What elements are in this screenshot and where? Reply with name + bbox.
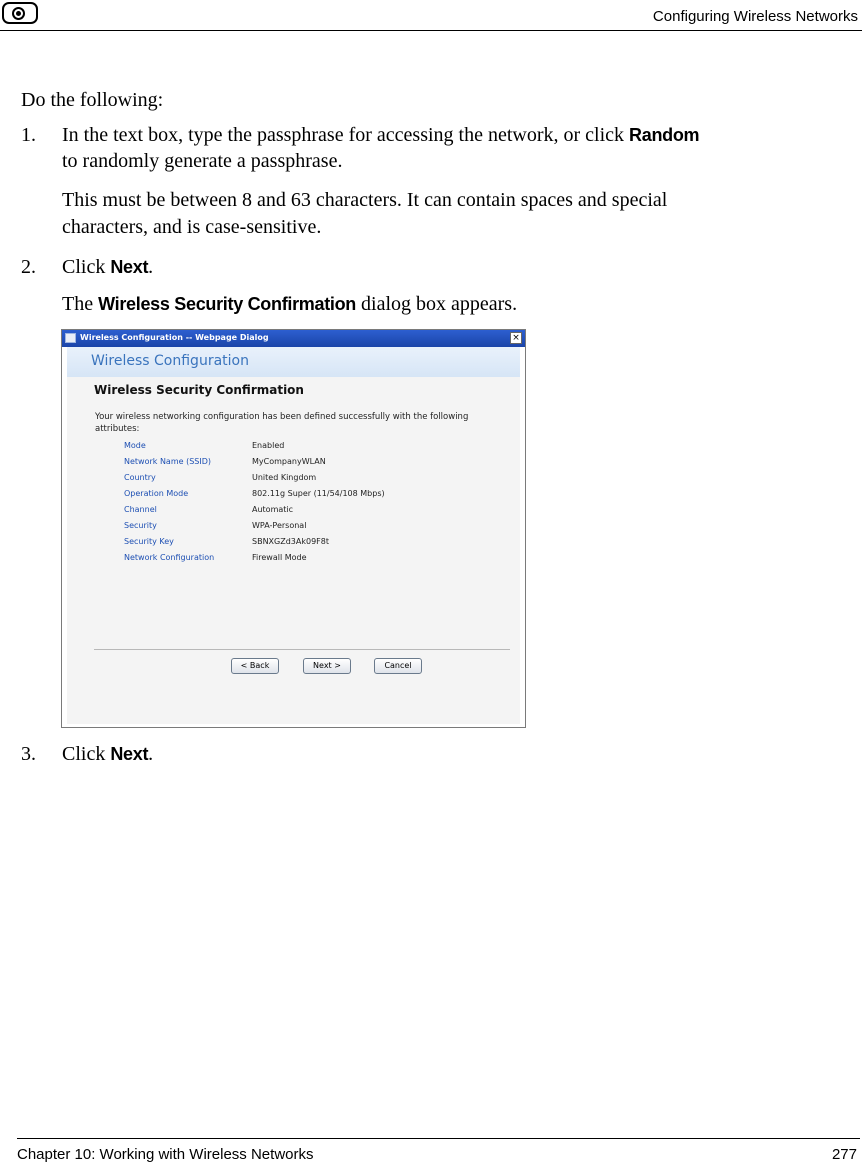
step-1-number: 1. bbox=[21, 124, 36, 146]
dialog-name-keyword: Wireless Security Confirmation bbox=[98, 294, 357, 314]
dialog-window-title: Wireless Configuration -- Webpage Dialog bbox=[80, 333, 269, 342]
logo-mark bbox=[12, 7, 25, 20]
cancel-button[interactable]: Cancel bbox=[374, 658, 422, 674]
back-button[interactable]: < Back bbox=[231, 658, 279, 674]
window-icon bbox=[65, 333, 76, 343]
step-1-note-line-2: characters, and is case-sensitive. bbox=[62, 216, 322, 238]
wireless-security-confirmation-dialog bbox=[61, 329, 526, 728]
attribute-value: 802.11g Super (11/54/108 Mbps) bbox=[252, 489, 385, 498]
attribute-value: Firewall Mode bbox=[252, 553, 307, 562]
attribute-label: Mode bbox=[124, 441, 146, 450]
attribute-value: Enabled bbox=[252, 441, 285, 450]
attribute-value: MyCompanyWLAN bbox=[252, 457, 326, 466]
step-1-text-continued: to randomly generate a passphrase. bbox=[62, 150, 343, 172]
attribute-label: Security Key bbox=[124, 537, 174, 546]
random-keyword: Random bbox=[629, 125, 700, 145]
step-3-text: Click Next. bbox=[62, 743, 154, 765]
attribute-label: Network Name (SSID) bbox=[124, 457, 212, 466]
close-icon[interactable]: × bbox=[510, 332, 522, 344]
attribute-value: SBNXGZd3Ak09F8t bbox=[252, 537, 329, 546]
divider bbox=[94, 649, 510, 650]
step-1-note-line-1: This must be between 8 and 63 characters. It can contain spaces and special bbox=[62, 189, 668, 211]
page-header bbox=[0, 0, 862, 31]
next-keyword: Next bbox=[110, 257, 149, 277]
step-2-result: The Wireless Security Confirmation dialog box appears. bbox=[62, 293, 518, 315]
running-head: Configuring Wireless Networks bbox=[652, 8, 858, 25]
attribute-label: Operation Mode bbox=[124, 489, 189, 498]
attribute-label: Country bbox=[124, 473, 156, 482]
banner-title: Wireless Configuration bbox=[91, 353, 249, 369]
chapter-title: Chapter 10: Working with Wireless Networks bbox=[17, 1146, 314, 1163]
next-button[interactable]: Next > bbox=[303, 658, 351, 674]
dialog-banner bbox=[67, 347, 520, 377]
page-footer bbox=[17, 1138, 860, 1165]
attribute-value: Automatic bbox=[252, 505, 294, 514]
attribute-label: Channel bbox=[124, 505, 157, 514]
product-logo-icon bbox=[2, 2, 38, 24]
step-1-text: In the text box, type the passphrase for accessing the network, or click Random bbox=[62, 124, 700, 146]
attribute-label: Security bbox=[124, 521, 157, 530]
attribute-value: WPA-Personal bbox=[252, 521, 307, 530]
dialog-content bbox=[67, 347, 520, 724]
next-keyword: Next bbox=[110, 744, 149, 764]
step-2-text: Click Next. bbox=[62, 256, 154, 278]
step-3-number: 3. bbox=[21, 743, 36, 765]
intro-text: Do the following: bbox=[21, 89, 164, 111]
attribute-label: Network Configuration bbox=[124, 553, 215, 562]
attribute-value: United Kingdom bbox=[252, 473, 317, 482]
page-number: 277 bbox=[831, 1146, 857, 1163]
section-title: Wireless Security Confirmation bbox=[94, 383, 304, 397]
dialog-intro-text: Your wireless networking configuration has been defined successfully with the following attributes: bbox=[95, 412, 469, 434]
dialog-title-bar bbox=[62, 330, 525, 347]
step-2-number: 2. bbox=[21, 256, 36, 278]
